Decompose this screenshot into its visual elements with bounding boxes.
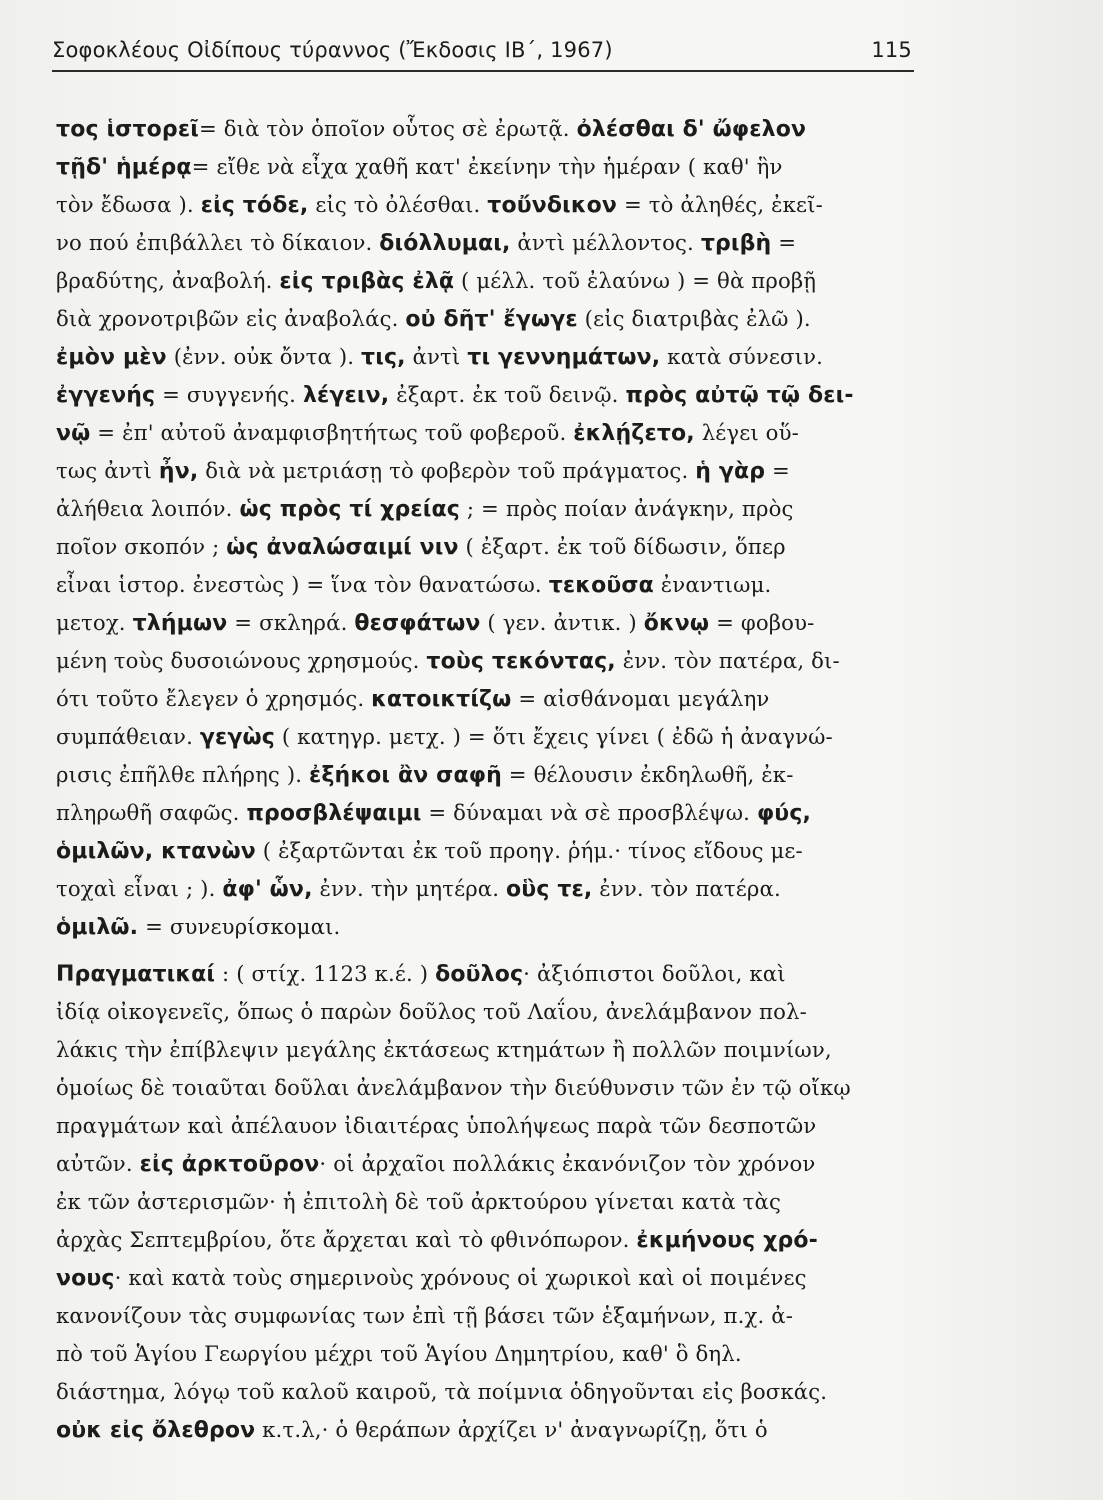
text-line xyxy=(56,490,926,528)
text-line xyxy=(56,1183,926,1221)
lemma: οὓς τε, xyxy=(506,877,593,902)
text-line xyxy=(56,224,926,262)
lemma: ὁμιλῶ. xyxy=(56,915,139,940)
gloss-text: πραγμάτων καὶ ἀπέλαυον ἰδιαιτέρας ὑπολήψεως παρὰ τῶν δεσποτῶν xyxy=(56,1113,817,1138)
lemma: ἡ γὰρ xyxy=(695,459,766,484)
gloss-text: λάκις τὴν ἐπίβλεψιν μεγάλης ἐκτάσεως κτημάτων ἢ πολλῶν ποιμνίων, xyxy=(56,1037,832,1062)
text-line xyxy=(56,680,926,718)
gloss-text: ὁμοίως δὲ τοιαῦται δοῦλαι ἀνελάμβανον τὴν διεύθυνσιν τῶν ἐν τῷ οἴκῳ xyxy=(56,1075,851,1100)
gloss-text: ( κατηγρ. μετχ. ) = ὅτι ἔχεις γίνει ( ἐδῶ ἡ ἀναγνώ- xyxy=(274,724,833,749)
lemma: τριβὴ xyxy=(700,231,772,256)
gloss-text: κατὰ σύνεσιν. xyxy=(660,344,824,369)
lemma: τι γεννημάτων, xyxy=(467,345,661,370)
gloss-text: ( ἐξαρτ. ἐκ τοῦ δίδωσιν, ὅπερ xyxy=(458,534,786,559)
lemma: Πραγματικαί xyxy=(56,962,216,987)
lemma: τεκοῦσα xyxy=(548,573,654,598)
gloss-text: λέγει οὕ- xyxy=(694,420,799,445)
gloss-text: νο πού ἐπιβάλλει τὸ δίκαιον. xyxy=(56,230,380,255)
gloss-text: (ἐνν. οὐκ ὄντα ). xyxy=(166,344,362,369)
lemma: οὐκ εἰς ὄλεθρον xyxy=(56,1418,256,1443)
lemma: νους xyxy=(56,1266,115,1291)
gloss-text: ρισις ἐπῆλθε πλήρης ). xyxy=(56,762,310,787)
lemma: τις, xyxy=(361,345,406,370)
lemma: πρὸς αὐτῷ τῷ δει- xyxy=(625,383,854,408)
gloss-text: = φοβου- xyxy=(709,610,815,635)
lemma: προσβλέψαιμι xyxy=(246,801,422,826)
gloss-text: εἶναι ἱστορ. ἐνεστὼς ) = ἵνα τὸν θανατώσω. xyxy=(56,572,549,597)
gloss-text: · οἱ ἀρχαῖοι πολλάκις ἐκανόνιζον τὸν χρόνον xyxy=(319,1151,816,1176)
gloss-text: κ.τ.λ,· ὁ θεράπων ἀρχίζει ν' ἀναγνωρίζῃ, ὅτι ὁ xyxy=(255,1417,768,1442)
gloss-text: = συνευρίσκομαι. xyxy=(138,914,341,939)
gloss-text: = θέλουσιν ἐκδηλωθῆ, ἐκ- xyxy=(501,762,794,787)
text-line xyxy=(56,262,926,300)
lemma: ἐκλῄζετο, xyxy=(573,421,695,446)
text-line xyxy=(56,1259,926,1297)
header-rule xyxy=(52,70,914,72)
gloss-text: ; = πρὸς ποίαν ἀνάγκην, πρὸς xyxy=(459,496,794,521)
gloss-text: τως ἀντὶ xyxy=(56,458,159,483)
text-line xyxy=(56,300,926,338)
gloss-text: ἐκ τῶν ἀστερισμῶν· ἡ ἐπιτολὴ δὲ τοῦ ἀρκτούρου γίνεται κατὰ τὰς xyxy=(56,1189,781,1214)
text-line xyxy=(56,1107,926,1145)
lemma: ἐγγενής xyxy=(56,383,156,408)
lemma: δοῦλος xyxy=(435,962,524,987)
gloss-text: = δύναμαι νὰ σὲ προσβλέψω. xyxy=(421,800,757,825)
lemma: θεσφάτων xyxy=(354,611,481,636)
gloss-text: = εἴθε νὰ εἶχα χαθῆ κατ' ἐκείνην τὴν ἡμέραν ( καθ' ἣν xyxy=(191,154,783,179)
gloss-text: πληρωθῆ σαφῶς. xyxy=(56,800,247,825)
text-line xyxy=(56,756,926,794)
gloss-text: = αἰσθάνομαι μεγάλην xyxy=(511,686,770,711)
lemma: ὄκνῳ xyxy=(643,611,710,636)
gloss-text: βραδύτης, ἀναβολή. xyxy=(56,268,280,293)
historical-notes xyxy=(56,955,926,1449)
gloss-text: τὸν ἔδωσα ). xyxy=(56,192,201,217)
lemma: κατοικτίζω xyxy=(371,687,512,712)
text-line xyxy=(56,955,926,993)
text-line xyxy=(56,1221,926,1259)
text-line xyxy=(56,148,926,186)
text-line xyxy=(56,338,926,376)
text-line xyxy=(56,1335,926,1373)
gloss-text: ἰδίᾳ οἰκογενεῖς, ὅπως ὁ παρὼν δοῦλος τοῦ Λαΐου, ἀνελάμβανον πολ- xyxy=(56,999,807,1024)
lemma: ἐμὸν μὲν xyxy=(56,345,167,370)
gloss-text: ἀλήθεια λοιπόν. xyxy=(56,496,240,521)
text-line xyxy=(56,186,926,224)
gloss-text: = xyxy=(771,230,797,255)
gloss-text: = σκληρά. xyxy=(227,610,355,635)
gloss-text: = διὰ τὸν ὁποῖον οὗτος σὲ ἐρωτᾷ. xyxy=(198,116,577,141)
gloss-text: ( γεν. ἀντικ. ) xyxy=(480,610,644,635)
text-line xyxy=(56,870,926,908)
gloss-text: διάστημα, λόγῳ τοῦ καλοῦ καιροῦ, τὰ ποίμνια ὁδηγοῦνται εἰς βοσκάς. xyxy=(56,1379,828,1404)
gloss-text: διὰ χρονοτριβῶν εἰς ἀναβολάς. xyxy=(56,306,406,331)
lemma: τῇδ' ἡμέρᾳ xyxy=(56,155,192,180)
lemma: οὐ δῆτ' ἔγωγε xyxy=(405,307,578,332)
gloss-text: αὐτῶν. xyxy=(56,1151,140,1176)
lemma: διόλλυμαι, xyxy=(379,231,511,256)
gloss-text: · ἀξιόπιστοι δοῦλοι, καὶ xyxy=(523,961,786,986)
gloss-text: = τὸ ἀληθές, ἐκεῖ- xyxy=(617,192,823,217)
lemma: τοὔνδικον xyxy=(487,193,618,218)
lemma: φύς, xyxy=(756,801,812,826)
gloss-text: διὰ νὰ μετριάσῃ τὸ φοβερὸν τοῦ πράγματος. xyxy=(198,458,696,483)
text-line xyxy=(56,110,926,148)
lemma: τοὺς τεκόντας, xyxy=(426,649,616,674)
text-line xyxy=(56,1031,926,1069)
text-line xyxy=(56,1297,926,1335)
text-line xyxy=(56,376,926,414)
lemma: εἰς τριβὰς ἐλᾷ xyxy=(279,269,455,294)
lemma: ὡς πρὸς τί χρείας xyxy=(239,497,460,522)
gloss-text: ἐξαρτ. ἐκ τοῦ δεινῷ. xyxy=(389,382,626,407)
gloss-text: = xyxy=(765,458,790,483)
text-line xyxy=(56,1373,926,1411)
commentary-glosses xyxy=(56,110,926,946)
text-line xyxy=(56,414,926,452)
gloss-text: ἐνν. τὸν πατέρα. xyxy=(592,876,781,901)
text-line xyxy=(56,566,926,604)
gloss-text: (εἰς διατριβὰς ἐλῶ ). xyxy=(577,306,811,331)
text-line xyxy=(56,794,926,832)
lemma: ἀφ' ὧν, xyxy=(222,877,313,902)
text-line xyxy=(56,1411,926,1449)
lemma: λέγειν, xyxy=(302,383,390,408)
gloss-text: : ( στίχ. 1123 κ.έ. ) xyxy=(215,961,436,986)
gloss-text: ποῖον σκοπόν ; xyxy=(56,534,227,559)
text-line xyxy=(56,832,926,870)
lemma: τος ἱστορεῖ xyxy=(56,117,199,142)
gloss-text: ( μέλλ. τοῦ ἐλαύνω ) = θὰ προβῇ xyxy=(454,268,817,293)
lemma: ἐκμήνους χρό- xyxy=(636,1228,818,1253)
text-line xyxy=(56,604,926,642)
lemma: εἰς τόδε, xyxy=(200,193,309,218)
lemma: γεγὼς xyxy=(199,725,275,750)
gloss-text: τοχαὶ εἶναι ; ). xyxy=(56,876,223,901)
text-line xyxy=(56,528,926,566)
gloss-text: ἀντὶ μέλλοντος. xyxy=(510,230,701,255)
gloss-text: · καὶ κατὰ τοὺς σημερινοὺς χρόνους οἱ χωρικοὶ καὶ οἱ ποιμένες xyxy=(114,1265,807,1290)
gloss-text: κανονίζουν τὰς συμφωνίας των ἐπὶ τῇ βάσει τῶν ἑξαμήνων, π.χ. ἀ- xyxy=(56,1303,794,1328)
running-title: Σοφοκλέους Οἰδίπους τύραννος (Ἔκδοσις ΙΒ΄, 1967) xyxy=(52,38,613,62)
page-header xyxy=(52,34,912,70)
lemma: ὡς ἀναλώσαιμί νιν xyxy=(226,535,459,560)
page-number: 115 xyxy=(871,38,912,62)
text-line xyxy=(56,908,926,946)
gloss-text: μένη τοὺς δυσοιώνους χρησμούς. xyxy=(56,648,427,673)
lemma: ὁμιλῶν, κτανὼν xyxy=(56,839,256,864)
text-line xyxy=(56,1145,926,1183)
gloss-text: μετοχ. xyxy=(56,610,133,635)
gloss-text: ἀντὶ xyxy=(405,344,468,369)
gloss-text: ἐνν. τὴν μητέρα. xyxy=(312,876,507,901)
gloss-text: ἐναντιωμ. xyxy=(653,572,772,597)
text-line xyxy=(56,718,926,756)
gloss-text: πὸ τοῦ Ἁγίου Γεωργίου μέχρι τοῦ Ἁγίου Δημητρίου, καθ' ὃ δηλ. xyxy=(56,1341,742,1366)
lemma: ὀλέσθαι δ' ὤφελον xyxy=(576,117,807,142)
gloss-text: ότι τοῦτο ἔλεγεν ὁ χρησμός. xyxy=(56,686,372,711)
gloss-text: εἰς τὸ ὀλέσθαι. xyxy=(308,192,488,217)
gloss-text: = ἐπ' αὐτοῦ ἀναμφισβητήτως τοῦ φοβεροῦ. xyxy=(90,420,574,445)
lemma: τλήμων xyxy=(132,611,228,636)
text-line xyxy=(56,642,926,680)
gloss-text: ἀρχὰς Σεπτεμβρίου, ὅτε ἄρχεται καὶ τὸ φθινόπωρον. xyxy=(56,1227,637,1252)
text-line xyxy=(56,993,926,1031)
gloss-text: ( ἐξαρτῶνται ἐκ τοῦ προηγ. ῥήμ.· τίνος εἴδους με- xyxy=(255,838,803,863)
lemma: εἰς ἀρκτοῦρον xyxy=(139,1152,320,1177)
text-line xyxy=(56,452,926,490)
lemma: ἐξήκοι ἂν σαφῆ xyxy=(309,763,502,788)
gloss-text: ἐνν. τὸν πατέρα, δι- xyxy=(615,648,840,673)
lemma: ἦν, xyxy=(158,459,199,484)
lemma: νῷ xyxy=(56,421,91,446)
text-line xyxy=(56,1069,926,1107)
gloss-text: = συγγενής. xyxy=(155,382,303,407)
gloss-text: συμπάθειαν. xyxy=(56,724,200,749)
